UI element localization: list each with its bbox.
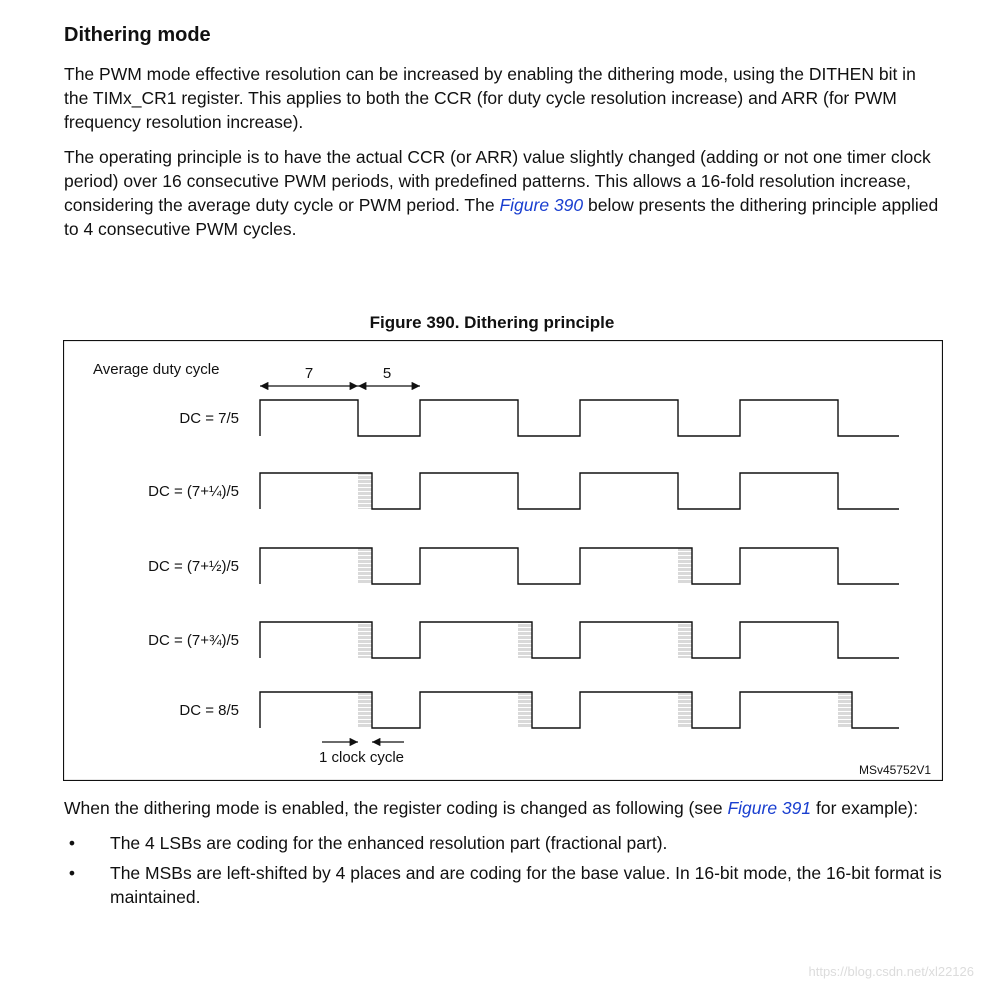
bullet-dot: • <box>68 833 76 853</box>
paragraph-1: The PWM mode effective resolution can be increased by enabling the dithering mode, using the DITHEN bit in the TIMx_CR1 register. This applies to both the CCR (for duty cycle resolution increase) and ARR (for PWM frequency resolution increase). <box>64 64 916 132</box>
paragraph-3-text-b: for example): <box>811 798 919 818</box>
extra-clock-cycle <box>358 548 372 584</box>
duty-cycle-label: DC = (7+¼)/5 <box>148 483 239 500</box>
duty-cycle-label: DC = (7+¾)/5 <box>148 632 239 649</box>
figure-390-link[interactable]: Figure 390 <box>499 195 584 215</box>
paragraph-3 <box>64 796 944 820</box>
bullet-text: The 4 LSBs are coding for the enhanced resolution part (fractional part). <box>110 833 668 853</box>
high-time-label: 7 <box>304 365 314 382</box>
bullet-dot: • <box>68 863 76 883</box>
extra-clock-cycle <box>678 692 692 728</box>
clock-cycle-label: 1 clock cycle <box>319 749 405 766</box>
bullet-item <box>64 861 944 909</box>
dithering-figure <box>63 340 943 781</box>
paragraph-3-text-a: When the dithering mode is enabled, the register coding is changed as following (see <box>64 798 728 818</box>
extra-clock-cycle <box>358 622 372 658</box>
bullet-item <box>64 831 944 855</box>
figure-reference-id: MSv45752V1 <box>858 763 931 777</box>
watermark: https://blog.csdn.net/xl22126 <box>808 964 974 979</box>
low-time-label: 5 <box>382 365 392 382</box>
bullet-list <box>64 831 944 909</box>
extra-clock-cycle <box>678 622 692 658</box>
duty-cycle-label: DC = 7/5 <box>179 410 239 427</box>
average-duty-cycle-label: Average duty cycle <box>93 361 220 378</box>
figure-391-link[interactable]: Figure 391 <box>727 798 812 818</box>
figure-title: Figure 390. Dithering principle <box>369 313 615 332</box>
extra-clock-cycle <box>838 692 852 728</box>
bullet-text: The MSBs are left-shifted by 4 places and are coding for the base value. In 16-bit mode, the 16-bit format is maintained. <box>110 863 942 907</box>
paragraph-2-text-a: The operating principle is to have the actual CCR (or ARR) value slightly changed (adding or not one timer clock period) over 16 consecutive PWM periods, with predefined patterns. This allows a 16-fold resolution increase, considering the average duty cycle or PWM period. The <box>64 147 931 215</box>
paragraph-2-text-b: below presents the dithering principle applied to 4 consecutive PWM cycles. <box>64 195 939 239</box>
extra-clock-cycle <box>518 692 532 728</box>
duty-cycle-label: DC = 8/5 <box>179 702 239 719</box>
document-body <box>64 20 944 252</box>
extra-clock-cycle <box>518 622 532 658</box>
extra-clock-cycle <box>358 473 372 509</box>
section-heading: Dithering mode <box>64 24 211 46</box>
extra-clock-cycle <box>678 548 692 584</box>
dithering-diagram <box>63 340 943 781</box>
extra-clock-cycle <box>358 692 372 728</box>
paragraph-2 <box>64 145 944 241</box>
duty-cycle-label: DC = (7+½)/5 <box>148 558 239 575</box>
document-continuation <box>64 796 944 915</box>
